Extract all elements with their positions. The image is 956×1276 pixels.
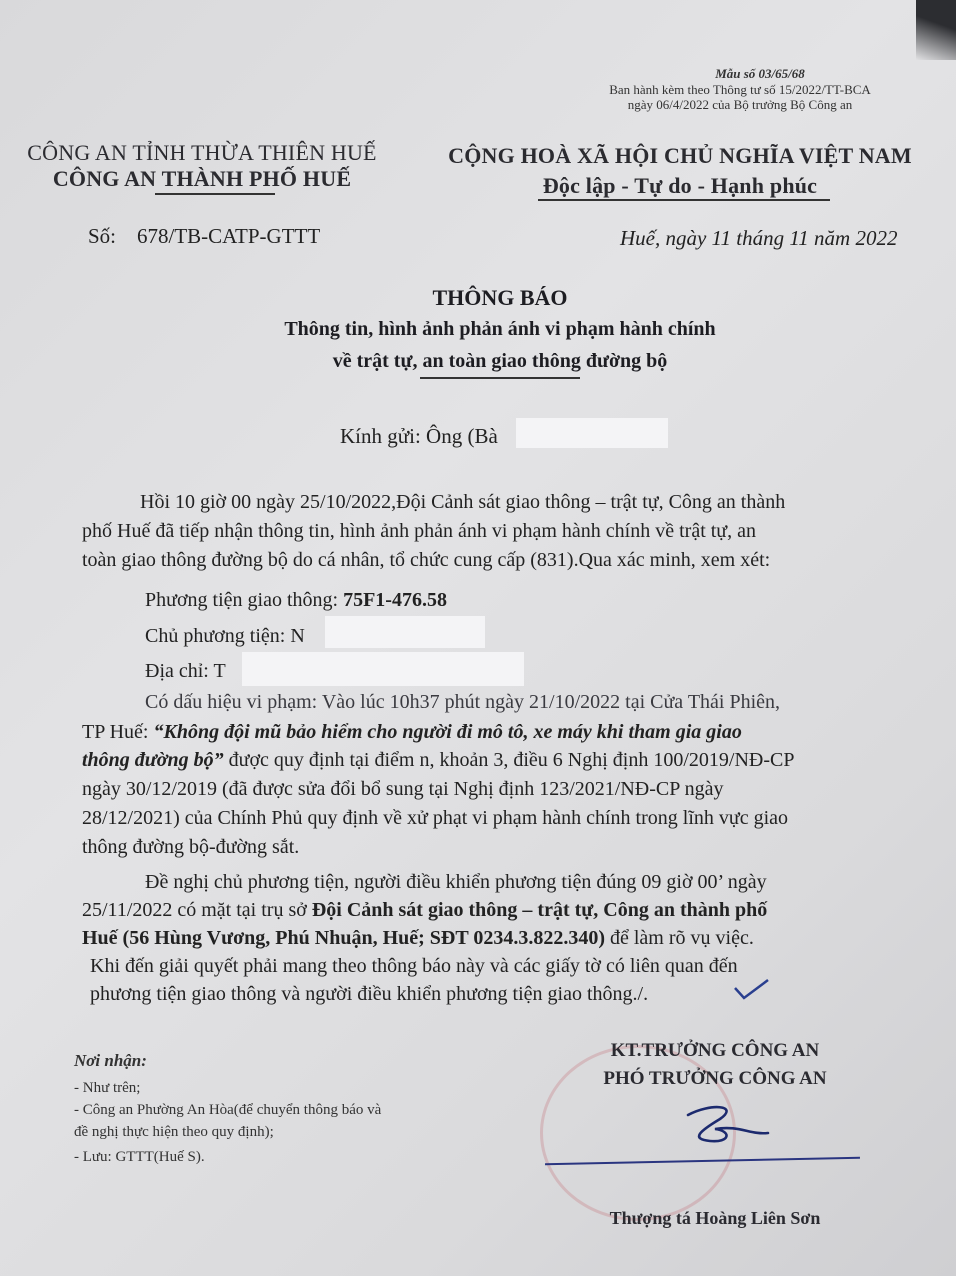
document-title: THÔNG BÁO xyxy=(432,285,568,310)
violation-line-3 xyxy=(82,746,794,774)
vehicle-label: Phương tiện giao thông: xyxy=(145,589,339,611)
request-line-4: Khi đến giải quyết phải mang theo thông báo này và các giấy tờ có liên quan đến xyxy=(90,955,738,977)
address-value: T xyxy=(213,660,226,682)
agency-name: CÔNG AN THÀNH PHỐ HUẾ xyxy=(52,166,352,191)
signatory-title-1: KT.TRƯỞNG CÔNG AN xyxy=(610,1040,820,1061)
request-line-2 xyxy=(82,896,767,924)
salutation: Kính gửi: Ông (Bà xyxy=(340,424,498,448)
intro-line-3: toàn giao thông đường bộ do cá nhân, tổ chức cung cấp (831).Qua xác minh, xem xét: xyxy=(82,549,771,571)
document-subtitle-2: về trật tự, an toàn giao thông đường bộ xyxy=(332,350,668,372)
owner-row xyxy=(145,622,305,650)
form-number: Mẫu số 03/65/68 xyxy=(715,66,805,81)
redacted-address xyxy=(242,652,524,686)
request-line-3 xyxy=(82,924,754,952)
recipient-1: - Như trên; xyxy=(74,1080,141,1096)
request-line-1: Đề nghị chủ phương tiện, người điều khiển phương tiện đúng 09 giờ 00’ ngày xyxy=(145,871,767,893)
page-corner-shadow xyxy=(916,0,956,60)
recipients-heading: Nơi nhận: xyxy=(74,1051,147,1070)
owner-value: N xyxy=(290,625,305,647)
address-label: Địa chỉ: xyxy=(145,660,209,682)
violation-line-4: ngày 30/12/2019 (đã được sửa đổi bổ sung tại Nghị định 123/2021/NĐ-CP ngày xyxy=(82,778,724,800)
recipient-3: đề nghị thực hiện theo quy định); xyxy=(74,1124,274,1140)
checkmark-icon xyxy=(732,976,772,1002)
owner-label: Chủ phương tiện: xyxy=(145,625,286,647)
document-subtitle-1: Thông tin, hình ảnh phản ánh vi phạm hành chính xyxy=(284,318,716,340)
vehicle-plate: 75F1-476.58 xyxy=(343,589,447,611)
violation-description-end: thông đường bộ” xyxy=(82,749,224,771)
vehicle-row xyxy=(145,586,447,614)
nation-name: CỘNG HOÀ XÃ HỘI CHỦ NGHĨA VIỆT NAM xyxy=(448,143,912,168)
violation-line-6: thông đường bộ-đường sắt. xyxy=(82,836,300,858)
form-issued-by: Ban hành kèm theo Thông tư số 15/2022/TT-BCA xyxy=(609,81,871,97)
handwritten-signature xyxy=(670,1095,780,1165)
violation-line-2 xyxy=(82,718,742,746)
request-address: Huế (56 Hùng Vương, Phú Nhuận, Huế; SĐT 0234.3.822.340) xyxy=(82,927,605,949)
title-underline xyxy=(420,377,580,379)
agency-underline xyxy=(155,193,275,195)
signatory-title-2: PHÓ TRƯỞNG CÔNG AN xyxy=(603,1068,827,1089)
national-motto: Độc lập - Tự do - Hạnh phúc xyxy=(542,173,818,198)
form-issued-date: ngày 06/4/2022 của Bộ trưởng Bộ Công an xyxy=(627,97,853,113)
violation-location: TP Huế: xyxy=(82,721,154,743)
signatory-name: Thượng tá Hoàng Liên Sơn xyxy=(609,1208,821,1228)
motto-underline xyxy=(538,199,830,201)
violation-line-1: Có dấu hiệu vi phạm: Vào lúc 10h37 phút ngày 21/10/2022 tại Cửa Thái Phiên, xyxy=(145,691,781,713)
doc-number-label: Số: xyxy=(88,224,117,248)
address-row xyxy=(145,657,226,685)
intro-line-1: Hồi 10 giờ 00 ngày 25/10/2022,Đội Cảnh sát giao thông – trật tự, Công an thành xyxy=(140,491,786,513)
form-reference xyxy=(580,66,900,113)
request-date: 25/11/2022 có mặt tại trụ sở xyxy=(82,899,312,921)
violation-regulation: được quy định tại điểm n, khoản 3, điều 6 Nghị định 100/2019/NĐ-CP xyxy=(223,749,795,771)
document-number xyxy=(88,222,320,250)
doc-number-value: 678/TB-CATP-GTTT xyxy=(137,224,321,248)
recipient-2: - Công an Phường An Hòa(để chuyển thông báo và xyxy=(74,1102,382,1118)
redacted-owner-name xyxy=(325,616,485,648)
place-and-date: Huế, ngày 11 tháng 11 năm 2022 xyxy=(620,226,898,250)
redacted-recipient-name xyxy=(516,418,668,448)
violation-description: “Không đội mũ bảo hiểm cho người đi mô tô, xe máy khi tham gia giao xyxy=(153,721,742,743)
request-purpose: để làm rõ vụ việc. xyxy=(605,927,754,949)
intro-line-2: phố Huế đã tiếp nhận thông tin, hình ảnh phản ánh vi phạm hành chính về trật tự, an xyxy=(82,520,757,542)
request-office: Đội Cảnh sát giao thông – trật tự, Công an thành phố xyxy=(311,899,768,921)
request-line-5: phương tiện giao thông và người điều khiển phương tiện giao thông./. xyxy=(90,983,649,1005)
violation-line-5: 28/12/2021) của Chính Phủ quy định về xử phạt vi phạm hành chính trong lĩnh vực giao xyxy=(82,807,789,829)
recipient-4: - Lưu: GTTT(Huế S). xyxy=(74,1149,205,1165)
agency-parent: CÔNG AN TỈNH THỪA THIÊN HUẾ xyxy=(27,140,377,165)
